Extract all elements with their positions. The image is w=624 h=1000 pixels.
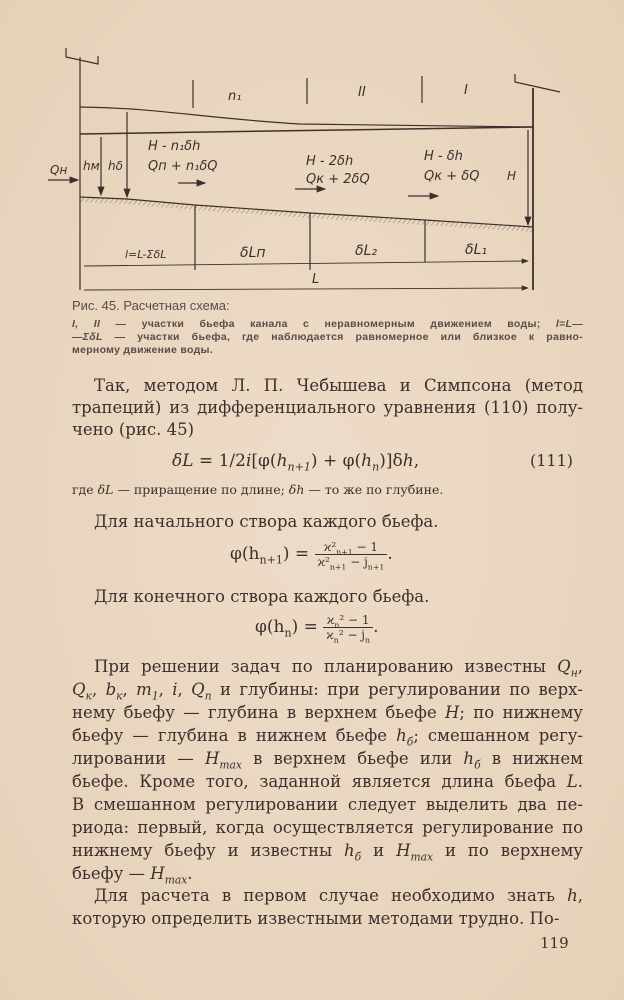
- paragraph-line: [72, 511, 583, 533]
- label-dL1: δL₁: [465, 242, 487, 258]
- formula-term: φ(h: [230, 544, 260, 564]
- text-segment: в верхнем бьефе или: [241, 749, 464, 768]
- formula-subscript: n+1: [259, 553, 283, 567]
- text-segment: Для начального створа каждого бьефа.: [94, 512, 439, 531]
- text-subscript: 1: [151, 689, 159, 703]
- right-bank: [515, 74, 560, 92]
- left-bank: [66, 48, 98, 64]
- paragraph-line: [72, 679, 583, 701]
- figure-caption-title: Рис. 45. Расчетная схема:: [72, 298, 230, 313]
- text-segment: ; по нижнему: [459, 703, 584, 722]
- text-subscript: б: [406, 735, 414, 749]
- text-segment: Q: [72, 680, 86, 699]
- text-segment: h: [567, 886, 578, 905]
- dimension-line: [84, 261, 528, 266]
- text-segment: — участки бьефа, где наблюдается равномерное или близкое к равно-: [102, 331, 583, 343]
- text-segment: и: [361, 841, 397, 860]
- formula-term: .: [373, 617, 379, 637]
- label-seg1-depth: H - n₁δh: [148, 139, 201, 154]
- label-seg3-depth: H - δh: [424, 149, 463, 164]
- text-segment: I, II: [72, 318, 101, 330]
- equation-number: (111): [530, 451, 574, 470]
- text-subscript: н: [570, 666, 578, 680]
- formula-end-section: [255, 613, 379, 645]
- formula-111: [172, 450, 419, 472]
- paragraph-line: [72, 586, 583, 608]
- text-segment: нижнему бьефу и известны: [72, 841, 345, 860]
- text-segment: ,: [577, 886, 583, 905]
- text-segment: h: [396, 726, 407, 745]
- text-segment: бьефу — глубина в нижнем бьефе: [72, 726, 397, 745]
- text-segment: — приращение по длине;: [113, 482, 289, 497]
- normal-depth-line: [80, 127, 533, 134]
- paragraph-line: [72, 817, 583, 839]
- text-segment: b: [105, 680, 117, 699]
- label-seg3-flow: Qк + δQ: [424, 169, 480, 184]
- text-segment: Q: [191, 680, 205, 699]
- text-segment: Q: [557, 657, 571, 676]
- text-segment: .: [577, 772, 583, 791]
- formula-term: h: [361, 451, 373, 471]
- figure-caption-line: [72, 318, 583, 330]
- formula-term: [φ(: [251, 451, 277, 471]
- text-segment: В смешанном регулировании следует выделить два пе-: [72, 795, 583, 814]
- formula-term: ) + φ(: [310, 451, 362, 471]
- paragraph-line: [72, 908, 583, 930]
- formula-term: h: [402, 451, 414, 471]
- formula-term: ϰ²: [317, 555, 330, 569]
- paragraph-line: [72, 702, 583, 724]
- paragraph-line: [72, 771, 583, 793]
- text-segment: i: [172, 680, 178, 699]
- text-segment: ,: [577, 657, 583, 676]
- paragraph-line: [72, 863, 583, 885]
- text-segment: мерному движение воды.: [72, 344, 214, 356]
- formula-start-section: [230, 540, 393, 572]
- formula-term: − 1: [352, 540, 379, 554]
- text-segment: ,: [177, 680, 192, 699]
- text-segment: .: [187, 864, 193, 883]
- formula-term: − j: [346, 555, 368, 569]
- text-segment: Для конечного створа каждого бьефа.: [94, 587, 430, 606]
- where-line: [72, 479, 583, 501]
- formula-term: δL: [172, 451, 194, 471]
- text-segment: l=L—: [555, 318, 583, 330]
- formula-subscript: n: [284, 626, 292, 640]
- formula-term: .: [387, 544, 393, 564]
- L-dimension-line: [84, 288, 528, 290]
- text-segment: h: [344, 841, 355, 860]
- paragraph-line: [72, 375, 583, 397]
- label-hb: hδ: [108, 159, 123, 173]
- text-segment: нему бьефу — глубина в верхнем бьефе: [72, 703, 446, 722]
- formula-term: ,: [413, 451, 420, 471]
- formula-subscript: n: [333, 635, 339, 645]
- page-number: 119: [540, 934, 569, 952]
- text-segment: бьефе. Кроме того, заданной является длина бьефа: [72, 772, 567, 791]
- text-segment: ,: [158, 680, 173, 699]
- text-segment: ; смешанном регу-: [413, 726, 584, 745]
- text-segment: — участки бьефа канала с неравномерным движением воды;: [100, 318, 556, 330]
- paragraph-line: [72, 885, 583, 907]
- text-segment: m: [136, 680, 152, 699]
- text-segment: L: [566, 772, 578, 791]
- text-segment: и по верхнему: [433, 841, 584, 860]
- text-segment: где: [72, 482, 98, 497]
- label-l: l=L-ΣδL: [125, 248, 167, 261]
- label-L: L: [312, 272, 320, 287]
- text-segment: — то же по глубине.: [304, 482, 444, 497]
- label-H: H: [507, 169, 517, 183]
- text-segment: При решении задач по планированию известны: [94, 657, 558, 676]
- label-seg2-depth: H - 2δh: [306, 154, 354, 169]
- formula-term: ² − 1: [339, 613, 370, 627]
- label-seg2-flow: Qк + 2δQ: [306, 172, 370, 187]
- formula-term: ) =: [282, 544, 310, 564]
- text-segment: бьефу —: [72, 864, 151, 883]
- text-segment: чено (рис. 45): [72, 420, 195, 439]
- formula-subscript: n+1: [287, 460, 311, 474]
- text-segment: риода: первый, когда осуществляется регулирование по: [72, 818, 583, 837]
- fraction: [315, 540, 388, 572]
- label-I: I: [464, 83, 468, 98]
- text-subscript: б: [474, 758, 481, 772]
- text-segment: Так, методом Л. П. Чебышева и Симпсона (метод: [94, 376, 583, 395]
- text-subscript: max: [164, 873, 188, 887]
- text-segment: H: [396, 841, 411, 860]
- text-subscript: max: [219, 758, 242, 772]
- label-n1: n₁: [228, 89, 242, 104]
- text-segment: лировании —: [72, 749, 205, 768]
- text-segment: которую определить известными методами трудно. По-: [72, 909, 560, 928]
- text-subscript: к: [85, 689, 92, 703]
- paragraph-line: [72, 794, 583, 816]
- calculation-scheme-figure: [0, 0, 624, 300]
- paragraph-line: [72, 419, 583, 441]
- label-dLn: δLп: [240, 245, 266, 261]
- formula-term: h: [276, 451, 288, 471]
- formula-term: φ(h: [255, 617, 285, 637]
- text-segment: h: [463, 749, 475, 768]
- text-segment: H: [445, 703, 460, 722]
- formula-term: ) =: [291, 617, 318, 637]
- text-segment: в нижнем: [480, 749, 583, 768]
- formula-subscript: n+1: [336, 547, 353, 557]
- formula-subscript: n: [372, 460, 380, 474]
- paragraph-line: [72, 397, 583, 419]
- label-seg1-flow: Qп + n₁δQ: [148, 159, 218, 174]
- formula-term: )]δ: [379, 451, 403, 471]
- bottom-hatching: [80, 197, 533, 232]
- label-II: II: [358, 85, 366, 100]
- text-segment: δh: [288, 482, 305, 497]
- paragraph-line: [72, 748, 583, 770]
- label-dL2: δL₂: [355, 243, 377, 259]
- formula-term: = 1/2: [193, 451, 246, 471]
- formula-term: ϰ²: [323, 540, 337, 554]
- formula-term: ² − j: [338, 628, 366, 642]
- text-subscript: б: [354, 850, 362, 864]
- text-subscript: n: [204, 689, 212, 703]
- paragraph-line: [72, 840, 583, 862]
- formula-term: ϰ: [326, 613, 335, 627]
- text-segment: Для расчета в первом случае необходимо знать: [94, 886, 568, 905]
- formula-term: ϰ: [326, 628, 334, 642]
- figure-caption-line: [72, 344, 583, 356]
- text-segment: δL: [97, 482, 114, 497]
- formula-subscript: n: [334, 620, 340, 630]
- paragraph-line: [72, 725, 583, 747]
- text-segment: H: [204, 749, 220, 768]
- text-segment: трапеций) из дифференциального уравнения (110) полу-: [72, 398, 583, 417]
- text-subscript: max: [410, 850, 434, 864]
- text-segment: —ΣδL: [72, 331, 103, 343]
- text-subscript: к: [116, 689, 123, 703]
- formula-subscript: n: [365, 635, 371, 645]
- formula-subscript: n+1: [329, 562, 347, 572]
- water-surface-curve: [80, 107, 533, 127]
- formula-term: i: [245, 451, 252, 471]
- fraction: [323, 613, 373, 645]
- label-hm: hм: [83, 159, 100, 173]
- formula-subscript: n+1: [367, 562, 385, 572]
- text-segment: ,: [122, 680, 137, 699]
- text-segment: ,: [91, 680, 106, 699]
- figure-caption-line: [72, 331, 583, 343]
- text-segment: H: [150, 864, 165, 883]
- paragraph-line: [72, 656, 583, 678]
- text-segment: и глубины: при регулировании по верх-: [211, 680, 584, 699]
- label-Qn: Qн: [50, 163, 68, 177]
